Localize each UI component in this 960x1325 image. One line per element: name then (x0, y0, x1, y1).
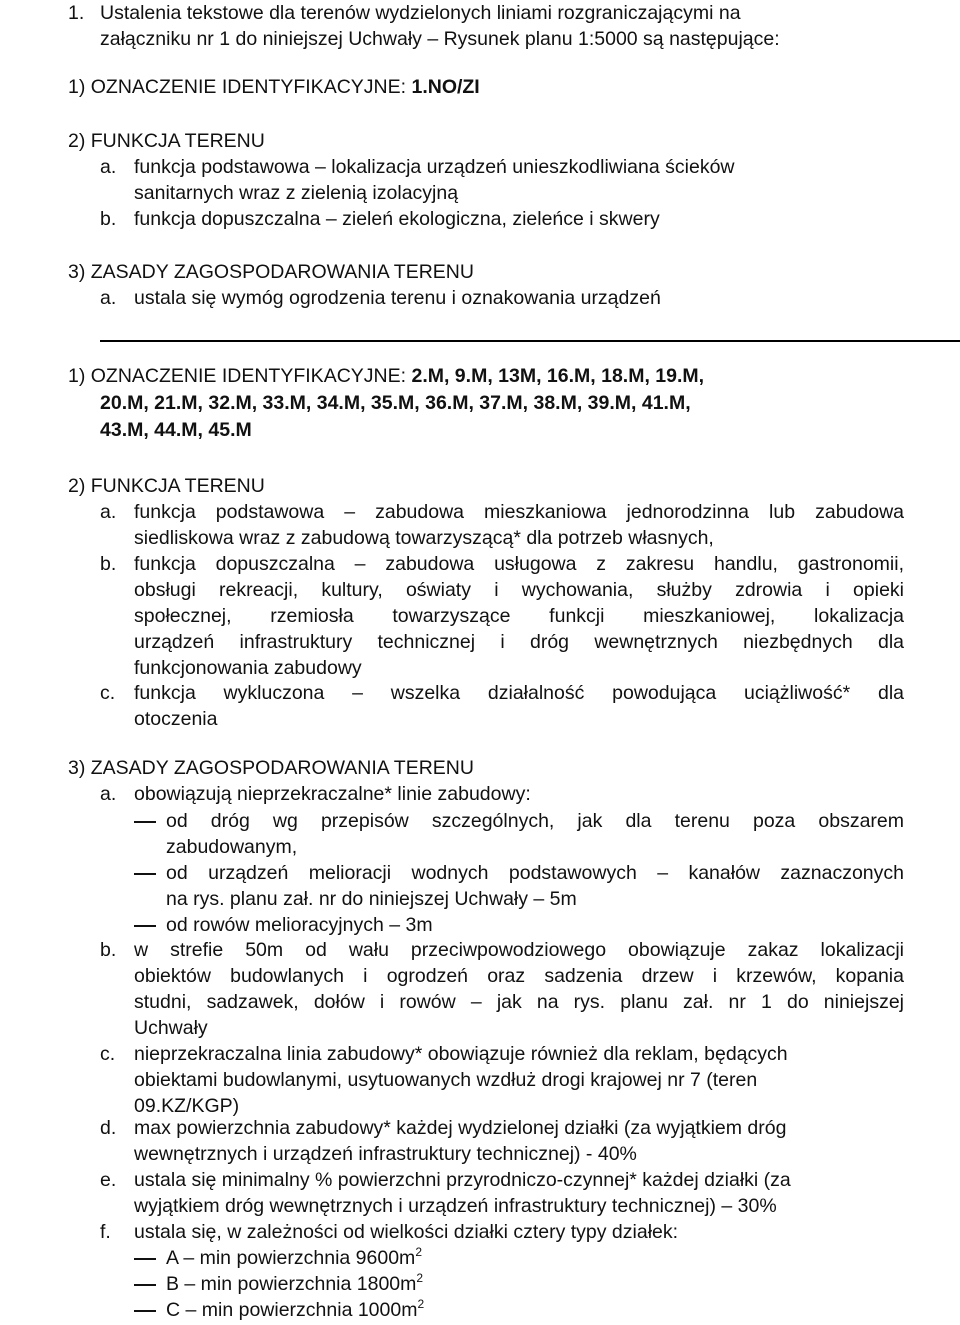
s2-function-b-line4: urządzeń infrastruktury technicznej i dróg wewnętrznych niezbędnych dla (134, 631, 904, 653)
s2-rule-e-line1: ustala się minimalny % powierzchni przyrodniczo-czynnej* każdej działki (za (134, 1169, 791, 1191)
s2-rule-a-dash2-line2: na rys. planu zał. nr do niniejszej Uchwały – 5m (166, 888, 577, 910)
superscript-2: 2 (416, 1271, 424, 1285)
s1-function-b-line1: funkcja dopuszczalna – zieleń ekologiczna, zieleńce i skwery (134, 208, 660, 230)
s2-rule-c-marker: c. (100, 1043, 116, 1065)
plot-type-c: C – min powierzchnia 1000m (166, 1299, 418, 1321)
s2-rule-f-dash3-text (166, 1297, 424, 1323)
s2-function-c-line1: funkcja wykluczona – wszelka działalność powodująca uciążliwość* dla (134, 682, 904, 704)
s2-rule-c-line3: 09.KZ/KGP) (134, 1095, 240, 1117)
s1-rules-heading: 3) ZASADY ZAGOSPODAROWANIA TERENU (68, 261, 474, 283)
s1-rules-a-line1: ustala się wymóg ogrodzenia terenu i oznakowania urządzeń (134, 287, 661, 309)
intro-number: 1. (68, 2, 85, 24)
s2-rule-f-line1: ustala się, w zależności od wielkości działki cztery typy działek: (134, 1221, 679, 1243)
s1-function-a-line2: sanitarnych wraz z zielenią izolacyjną (134, 182, 459, 204)
s2-function-b-marker: b. (100, 553, 117, 575)
s2-rule-e-marker: e. (100, 1169, 117, 1191)
s2-function-b-line2: obsługi rekreacji, kultury, oświaty i wychowania, służby zdrowia i opieki (134, 579, 904, 601)
s1-function-b-marker: b. (100, 208, 117, 230)
s2-function-c-line2: otoczenia (134, 708, 218, 730)
s2-rule-a-dash1-line2: zabudowanym, (166, 836, 298, 858)
s1-rules-a-marker: a. (100, 287, 117, 309)
s2-rule-b-line1: w strefie 50m od wału przeciwpowodziowego obowiązuje zakaz lokalizacji (134, 939, 904, 961)
s2-rule-d-line1: max powierzchnia zabudowy* każdej wydzielonej działki (za wyjątkiem dróg (134, 1117, 787, 1139)
s1-identifier-label: 1) OZNACZENIE IDENTYFIKACYJNE: (68, 76, 412, 98)
s2-rule-c-line1: nieprzekraczalna linia zabudowy* obowiązuje również dla reklam, będących (134, 1043, 788, 1065)
dash-bullet (134, 1284, 156, 1286)
s2-identifier-line1: 2.M, 9.M, 13M, 16.M, 18.M, 19.M, (411, 365, 705, 387)
plot-type-b: B – min powierzchnia 1800m (166, 1273, 417, 1295)
s2-identifier (68, 363, 704, 389)
s2-rule-b-line3: studni, sadzawek, dołów i rowów – jak na rys. planu zał. nr 1 do niniejszej (134, 991, 904, 1013)
s2-identifier-label: 1) OZNACZENIE IDENTYFIKACYJNE: (68, 365, 412, 387)
s2-rule-f-marker: f. (100, 1221, 111, 1243)
s2-rule-a-dash3-line1: od rowów melioracyjnych – 3m (166, 914, 433, 936)
s2-function-c-marker: c. (100, 682, 116, 704)
s2-rule-b-line4: Uchwały (134, 1017, 208, 1039)
s2-function-b-line1: funkcja dopuszczalna – zabudowa usługowa z zakresu handlu, gastronomii, (134, 553, 904, 575)
dash-bullet (134, 821, 156, 823)
plot-type-a: A – min powierzchnia 9600m (166, 1247, 416, 1269)
s2-rule-a-marker: a. (100, 783, 117, 805)
dash-bullet (134, 873, 156, 875)
s2-rule-f-dash2-item (134, 1271, 634, 1297)
s2-function-a-line2: siedliskowa wraz z zabudową towarzyszącą* dla potrzeb własnych, (134, 527, 714, 549)
s2-rule-d-line2: wewnętrznych i urządzeń infrastruktury technicznej) - 40% (134, 1143, 637, 1165)
s2-function-a-line1: funkcja podstawowa – zabudowa mieszkaniowa jednorodzinna lub zabudowa (134, 501, 904, 523)
s2-function-a-marker: a. (100, 501, 117, 523)
s2-rule-c-line2: obiektami budowlanymi, usytuowanych wzdłuż drogi krajowej nr 7 (teren (134, 1069, 758, 1091)
dash-bullet (134, 1310, 156, 1312)
superscript-2: 2 (415, 1245, 422, 1259)
s2-rule-a-dash3-item (134, 912, 634, 938)
intro-text-line1: Ustalenia tekstowe dla terenów wydzielonych liniami rozgraniczającymi na (100, 2, 741, 24)
s2-rule-a-dash2-line1: od urządzeń melioracji wodnych podstawowych – kanałów zaznaczonych (166, 862, 904, 884)
s2-rule-f-dash1-text (166, 1245, 422, 1271)
s1-function-heading: 2) FUNKCJA TERENU (68, 130, 265, 152)
s2-function-b-line5: funkcjonowania zabudowy (134, 657, 362, 679)
s2-rule-e-line2: wyjątkiem dróg wewnętrznych i urządzeń infrastruktury technicznej) – 30% (134, 1195, 777, 1217)
s2-rule-a-dash2-item (134, 860, 904, 886)
s2-rule-a-line1: obowiązują nieprzekraczalne* linie zabudowy: (134, 783, 531, 805)
s1-identifier (68, 74, 480, 100)
s2-function-b-line3: społecznej, rzemiosła towarzyszące funkcji mieszkaniowej, lokalizacja (134, 605, 904, 627)
dash-bullet (134, 1258, 156, 1260)
s2-identifier-line3: 43.M, 44.M, 45.M (100, 419, 252, 441)
s2-identifier-line2: 20.M, 21.M, 32.M, 33.M, 34.M, 35.M, 36.M, 37.M, 38.M, 39.M, 41.M, (100, 392, 691, 414)
intro-text-line2: załączniku nr 1 do niniejszej Uchwały – Rysunek planu 1:5000 są następujące: (100, 28, 780, 50)
s1-function-a-line1: funkcja podstawowa – lokalizacja urządzeń unieszkodliwiana ścieków (134, 156, 735, 178)
s2-rule-f-dash1-item (134, 1245, 634, 1271)
s2-rules-heading: 3) ZASADY ZAGOSPODAROWANIA TERENU (68, 757, 474, 779)
s2-function-heading: 2) FUNKCJA TERENU (68, 475, 265, 497)
superscript-2: 2 (417, 1297, 425, 1311)
s2-rule-f-dash3-item (134, 1297, 634, 1323)
s2-rule-f-dash2-text (166, 1271, 423, 1297)
s1-identifier-value: 1.NO/ZI (411, 76, 480, 98)
s2-rule-a-dash1-line1: od dróg wg przepisów szczególnych, jak dla terenu poza obszarem (166, 810, 904, 832)
section-divider (100, 340, 960, 342)
s2-rule-d-marker: d. (100, 1117, 117, 1139)
dash-bullet (134, 925, 156, 927)
s1-function-a-marker: a. (100, 156, 117, 178)
s2-rule-a-dash1-item (134, 808, 904, 834)
s2-rule-b-line2: obiektów budowlanych i ogrodzeń oraz sadzenia drzew i krzewów, kopania (134, 965, 904, 987)
s2-rule-b-marker: b. (100, 939, 117, 961)
